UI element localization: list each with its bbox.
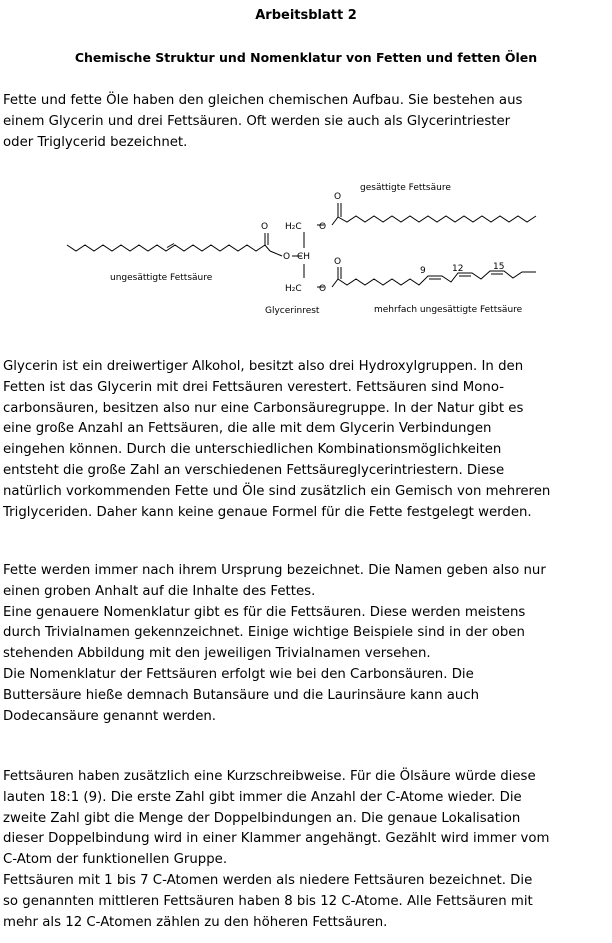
text-line: natürlich vorkommenden Fette und Öle sind zusätzlich ein Gemisch von mehreren (3, 483, 551, 499)
atom-h2c-top: H₂C (285, 222, 302, 232)
text-line: Fette werden immer nach ihrem Ursprung bezeichnet. Die Namen geben also nur (3, 563, 546, 578)
text-line: C-Atom der funktionellen Gruppe. (3, 852, 228, 868)
text-line: mehr als 12 C-Atomen zählen zu den höheren Fettsäuren. (3, 914, 388, 930)
text-line: Fetten ist das Glycerin mit drei Fettsäuren verestert. Fettsäuren sind Mono- (3, 379, 505, 395)
atom-o-bottom-carbonyl: O (334, 257, 342, 267)
position-label-9: 9 (420, 266, 426, 276)
label-polyunsaturated-fatty-acid: mehrfach ungesättigte Fettsäure (374, 305, 523, 315)
text-line: zweite Zahl gibt die Menge der Doppelbindungen an. Die genaue Lokalisation (3, 810, 521, 826)
page-title: Arbeitsblatt 2 (255, 8, 357, 23)
text-line: Fettsäuren mit 1 bis 7 C-Atomen werden als niedere Fettsäuren bezeichnet. Die (3, 872, 533, 888)
text-line: entsteht die große Zahl an verschiedenen Fettsäureglycerintriestern. Diese (3, 462, 505, 478)
label-saturated-fatty-acid: gesättigte Fettsäure (360, 183, 451, 193)
text-line: Dodecansäure genannt werden. (3, 708, 217, 724)
paragraph-intro (3, 91, 607, 153)
text-line: einem Glycerin und drei Fettsäuren. Oft werden sie auch als Glycerintriester (3, 113, 511, 129)
text-line: carbonsäuren, besitzen also nur eine Carbonsäuregruppe. In der Natur gibt es (3, 400, 524, 416)
label-glycerol-residue: Glycerinrest (265, 306, 320, 316)
text-line: Buttersäure hieße demnach Butansäure und die Laurinsäure kann auch (3, 687, 480, 703)
text-line: Fette und fette Öle haben den gleichen chemischen Aufbau. Sie bestehen aus (3, 93, 523, 108)
text-line: lauten 18:1 (9). Die erste Zahl gibt immer die Anzahl der C-Atome wieder. Die (3, 789, 522, 805)
text-line: eingehen können. Durch die unterschiedlichen Kombinationsmöglichkeiten (3, 442, 502, 458)
text-line: Die Nomenklatur der Fettsäuren erfolgt wie bei den Carbonsäuren. Die (3, 666, 474, 682)
text-line: stehenden Abbildung mit den jeweiligen Trivialnamen versehen. (3, 646, 431, 662)
atom-o-top-carbonyl: O (334, 192, 342, 202)
text-line: Fettsäuren haben zusätzlich eine Kurzschreibweise. Für die Ölsäure würde diese (3, 769, 536, 784)
paragraph-shorthand (3, 767, 607, 933)
unsaturated-chain (67, 245, 270, 251)
saturated-chain (338, 216, 536, 222)
polyunsaturated-chain (338, 271, 536, 285)
text-line: durch Trivialnamen gekennzeichnet. Einige wichtige Beispiele sind in der oben (3, 625, 525, 641)
atom-ch: CH (297, 252, 311, 262)
atom-o-top-ester: O (319, 222, 327, 232)
text-line: so genannten mittleren Fettsäuren haben 8 bis 12 C-Atome. Alle Fettsäuren mit (3, 893, 533, 909)
text-line: Triglyceriden. Daher kann keine genaue Formel für die Fette festgelegt werden. (3, 504, 532, 520)
text-line: Eine genauere Nomenklatur gibt es für die Fettsäuren. Diese werden meistens (3, 604, 526, 620)
atom-o-left-carbonyl: O (261, 222, 269, 232)
text-line: eine große Anzahl an Fettsäuren, die alle mit dem Glycerin Verbindungen (3, 421, 492, 437)
paragraph-glycerol (3, 357, 607, 523)
atom-h2c-bottom: H₂C (285, 284, 302, 294)
text-line: Glycerin ist ein dreiwertiger Alkohol, besitzt also drei Hydroxylgruppen. In den (3, 359, 524, 374)
position-label-15: 15 (493, 262, 505, 272)
position-label-12: 12 (452, 264, 464, 274)
paragraph-nomenclature (3, 561, 607, 727)
atom-o-bottom-ester: O (319, 284, 327, 294)
text-line: oder Triglycerid bezeichnet. (3, 134, 188, 150)
text-line: einen groben Anhalt auf die Inhalte des Fettes. (3, 583, 316, 599)
text-line: dieser Doppelbindung wird in einer Klammer angehängt. Gezählt wird immer vom (3, 831, 550, 847)
page-subtitle: Chemische Struktur und Nomenklatur von Fetten und fetten Ölen (74, 50, 538, 65)
atom-o-left-ester: O (283, 252, 291, 262)
label-unsaturated-fatty-acid: ungesättigte Fettsäure (110, 273, 213, 283)
triglyceride-structure-diagram (62, 175, 557, 325)
